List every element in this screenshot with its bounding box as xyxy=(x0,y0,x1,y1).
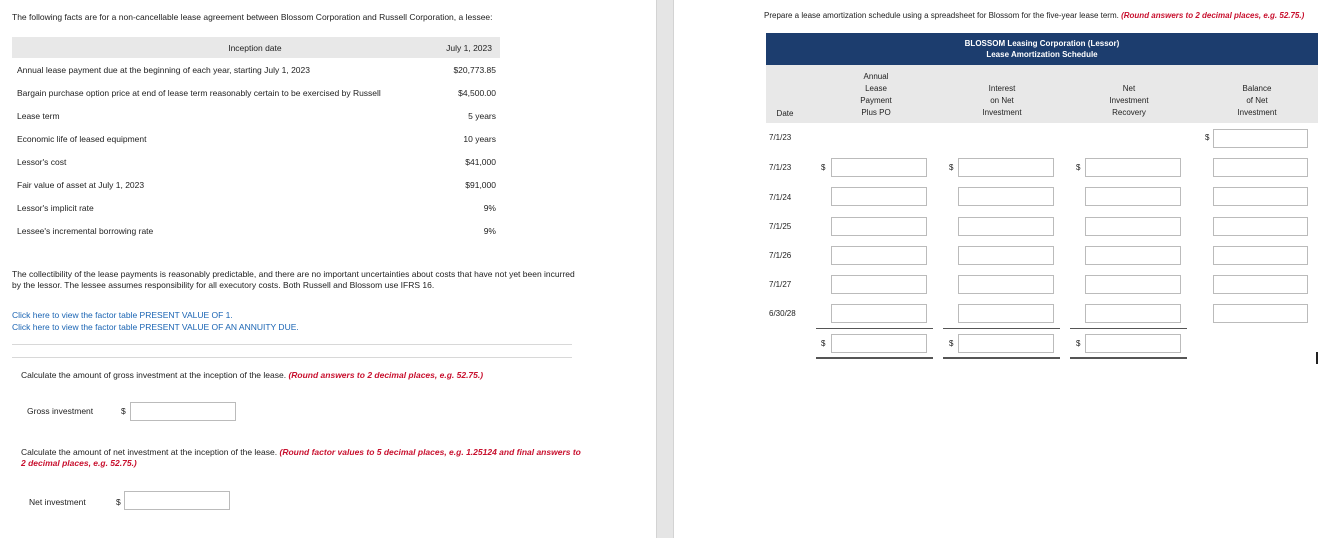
rounding-note: (Round answers to 2 decimal places, e.g. 52.75.) xyxy=(1121,11,1305,20)
rounding-note: (Round factor values to 5 decimal places, e.g. 1.25124 and final answers to 2 decimal places, e.g. 52.75.) xyxy=(21,447,581,468)
facts-header-label: Inception date xyxy=(12,37,438,58)
fact-value: 10 years xyxy=(463,133,496,144)
recovery-input-r5[interactable] xyxy=(1085,275,1181,294)
recovery-input-r6[interactable] xyxy=(1085,304,1181,323)
balance-input-r0[interactable] xyxy=(1213,129,1308,148)
fact-label: Lessor's cost xyxy=(17,156,67,167)
schedule-subtitle: Lease Amortization Schedule xyxy=(986,50,1098,59)
intro-text: The following facts are for a non-cancellable lease agreement between Blossom Corporation and Russell Corporation, a lessee: xyxy=(12,12,493,22)
fact-label: Lessor's implicit rate xyxy=(17,202,94,213)
fact-label: Bargain purchase option price at end of lease term reasonably certain to be exercised by Russell xyxy=(17,87,381,98)
rounding-note: (Round answers to 2 decimal places, e.g. 52.75.) xyxy=(288,370,484,380)
recovery-total-input[interactable] xyxy=(1085,334,1181,353)
interest-input-r5[interactable] xyxy=(958,275,1054,294)
question-net-investment xyxy=(21,447,581,469)
payment-total-input[interactable] xyxy=(831,334,927,353)
gross-investment-label: Gross investment xyxy=(27,406,94,416)
col-header-payment xyxy=(840,71,912,119)
row-date: 7/1/24 xyxy=(769,193,792,202)
payment-input-r3[interactable] xyxy=(831,217,927,236)
facts-header-row xyxy=(12,37,500,58)
payment-input-r4[interactable] xyxy=(831,246,927,265)
fact-label: Annual lease payment due at the beginning of each year, starting July 1, 2023 xyxy=(17,64,310,75)
row-date: 7/1/27 xyxy=(769,280,792,289)
payment-input-r2[interactable] xyxy=(831,187,927,206)
header-line: Recovery xyxy=(1112,108,1146,117)
dollar-sign: $ xyxy=(949,339,954,348)
header-line: Net xyxy=(1122,84,1136,93)
facts-header-value: July 1, 2023 xyxy=(438,37,500,58)
balance-input-r4[interactable] xyxy=(1213,246,1308,265)
pane-divider[interactable] xyxy=(656,0,674,538)
header-line: of Net xyxy=(1246,96,1268,105)
balance-input-r1[interactable] xyxy=(1213,158,1308,177)
fact-value: $91,000 xyxy=(465,179,496,190)
table-row xyxy=(12,127,500,150)
table-row xyxy=(12,58,500,81)
table-row xyxy=(12,196,500,219)
fact-value: $20,773.85 xyxy=(453,64,496,75)
pv-of-1-link[interactable]: Click here to view the factor table PRESENT VALUE OF 1. xyxy=(12,310,233,320)
fact-label: Lease term xyxy=(17,110,60,121)
payment-input-r5[interactable] xyxy=(831,275,927,294)
facts-table xyxy=(12,37,500,242)
dollar-sign: $ xyxy=(821,163,826,172)
col-header-balance xyxy=(1221,83,1293,119)
net-investment-input[interactable] xyxy=(124,491,230,510)
balance-input-r3[interactable] xyxy=(1213,217,1308,236)
double-underline xyxy=(943,357,1060,359)
gross-investment-input[interactable] xyxy=(130,402,236,421)
header-line: Interest xyxy=(988,84,1016,93)
table-row xyxy=(12,104,500,127)
col-header-recovery xyxy=(1093,83,1165,119)
header-line: Investment xyxy=(982,108,1022,117)
header-line: Investment xyxy=(1237,108,1277,117)
pv-annuity-due-link[interactable]: Click here to view the factor table PRESENT VALUE OF AN ANNUITY DUE. xyxy=(12,322,299,332)
total-underline xyxy=(816,328,933,329)
fact-value: 9% xyxy=(483,202,496,213)
dollar-sign: $ xyxy=(121,406,126,416)
question-text: Calculate the amount of gross investment at the inception of the lease. xyxy=(21,370,287,380)
recovery-input-r1[interactable] xyxy=(1085,158,1181,177)
header-line: Plus PO xyxy=(861,108,891,117)
interest-input-r3[interactable] xyxy=(958,217,1054,236)
net-investment-label: Net investment xyxy=(29,497,86,507)
total-underline xyxy=(1070,328,1187,329)
facts-paragraph: The collectibility of the lease payments is reasonably predictable, and there are no important uncertainties about costs that have not yet been incurred by the lessor. The lessee assumes responsibility for all executory costs. Both Russell and Blossom use IFRS 16. xyxy=(12,269,575,290)
fact-label: Economic life of leased equipment xyxy=(17,133,147,144)
fact-value: 5 years xyxy=(468,110,496,121)
row-date: 7/1/26 xyxy=(769,251,792,260)
dollar-sign: $ xyxy=(1205,133,1210,142)
table-row xyxy=(12,150,500,173)
header-line: on Net xyxy=(990,96,1014,105)
dollar-sign: $ xyxy=(949,163,954,172)
text-cursor-icon xyxy=(1316,352,1318,364)
question-gross-investment xyxy=(21,370,483,381)
col-header-interest xyxy=(966,83,1038,119)
row-date: 7/1/23 xyxy=(769,163,792,172)
interest-input-r1[interactable] xyxy=(958,158,1054,177)
recovery-input-r2[interactable] xyxy=(1085,187,1181,206)
fact-label: Fair value of asset at July 1, 2023 xyxy=(17,179,145,190)
balance-input-r6[interactable] xyxy=(1213,304,1308,323)
header-line: Payment xyxy=(860,96,892,105)
question-text: Calculate the amount of net investment at the inception of the lease. xyxy=(21,447,278,457)
double-underline xyxy=(816,357,933,359)
recovery-input-r4[interactable] xyxy=(1085,246,1181,265)
question-pane xyxy=(0,0,656,538)
header-line: Balance xyxy=(1242,84,1272,93)
header-line: Annual xyxy=(863,72,889,81)
payment-input-r1[interactable] xyxy=(831,158,927,177)
row-date: 6/30/28 xyxy=(769,309,796,318)
double-underline xyxy=(1070,357,1187,359)
dollar-sign: $ xyxy=(116,497,121,507)
schedule-title-banner xyxy=(766,33,1318,65)
fact-value: 9% xyxy=(483,225,496,236)
dollar-sign: $ xyxy=(1076,339,1081,348)
header-line: Investment xyxy=(1109,96,1149,105)
balance-input-r2[interactable] xyxy=(1213,187,1308,206)
divider-line xyxy=(12,357,572,358)
dollar-sign: $ xyxy=(821,339,826,348)
col-header-date: Date xyxy=(776,109,794,118)
table-row xyxy=(12,81,500,104)
total-underline xyxy=(943,328,1060,329)
row-date: 7/1/23 xyxy=(769,133,792,142)
interest-input-r6[interactable] xyxy=(958,304,1054,323)
fact-value: $4,500.00 xyxy=(458,87,496,98)
schedule-title: BLOSSOM Leasing Corporation (Lessor) xyxy=(964,39,1120,48)
interest-total-input[interactable] xyxy=(958,334,1054,353)
row-date: 7/1/25 xyxy=(769,222,792,231)
divider-line xyxy=(12,344,572,345)
fact-label: Lessee's incremental borrowing rate xyxy=(17,225,154,236)
recovery-input-r3[interactable] xyxy=(1085,217,1181,236)
interest-input-r4[interactable] xyxy=(958,246,1054,265)
balance-input-r5[interactable] xyxy=(1213,275,1308,294)
table-row xyxy=(12,219,500,242)
table-row xyxy=(12,173,500,196)
schedule-instructions xyxy=(764,11,1304,20)
interest-input-r2[interactable] xyxy=(958,187,1054,206)
header-line: Lease xyxy=(865,84,887,93)
payment-input-r6[interactable] xyxy=(831,304,927,323)
instruction-text: Prepare a lease amortization schedule using a spreadsheet for Blossom for the five-year lease term. xyxy=(764,11,1119,20)
dollar-sign: $ xyxy=(1076,163,1081,172)
fact-value: $41,000 xyxy=(465,156,496,167)
